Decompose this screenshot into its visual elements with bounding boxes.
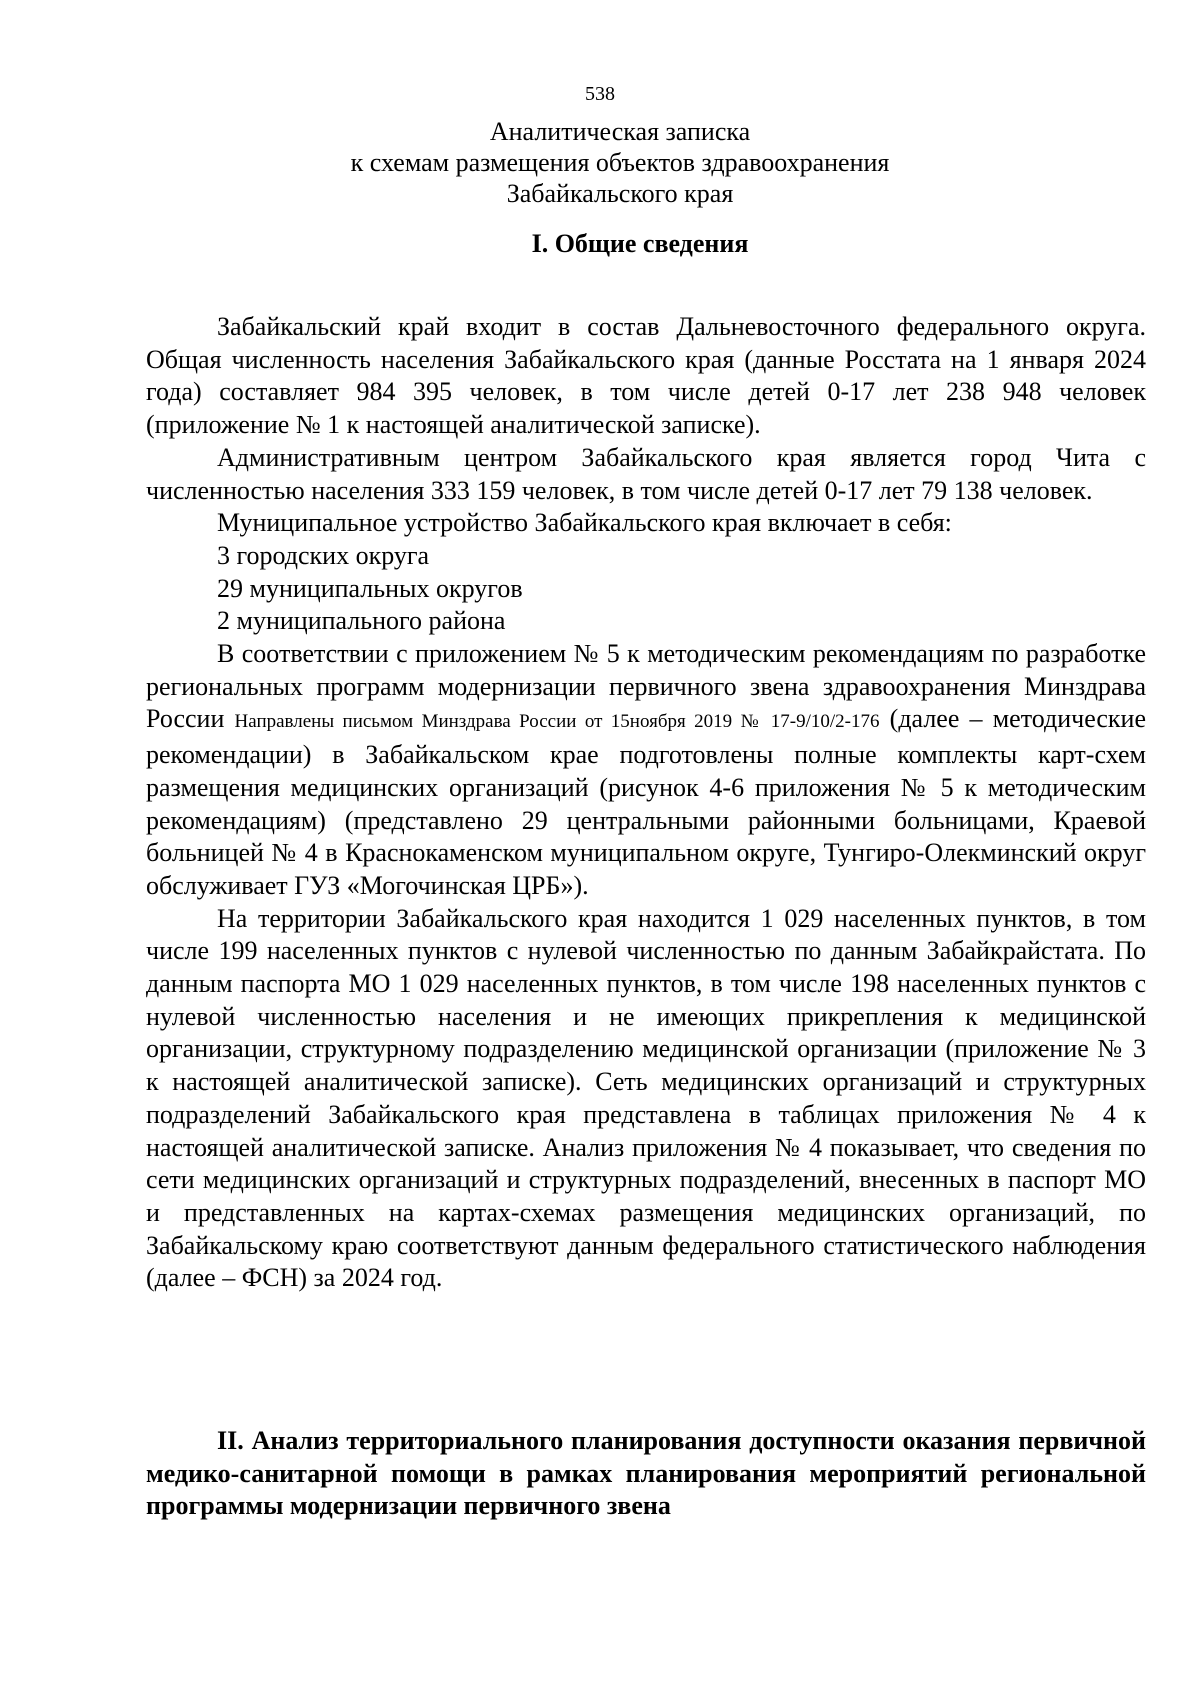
- paragraph-population: Забайкальский край входит в состав Дальневосточного федерального округа. Общая численность населения Забайкальского края (данные Росстата на 1 января 2024 года) составляет 984 395 человек, в том числе детей 0-17 лет 238 948 человек (приложение № 1 к настоящей аналитической записке).: [146, 312, 1146, 440]
- document-title: [0, 116, 1200, 209]
- paragraph-methodical-part-b: (далее – методические рекомендации) в Забайкальском крае подготовлены полные комплекты карт-схем размещения медицинских организаций (рисунок 4-6 приложения № 5 к методическим рекомендациям) (представлено 29 центральными районными больницами, Краевой больницей № 4 в Краснокаменском муниципальном округе, Тунгиро-Олекминский округ обслуживает ГУЗ «Могочинская ЦРБ»).: [146, 704, 1147, 900]
- section-1-heading: I. Общие сведения: [531, 229, 749, 258]
- paragraph-methodical-recommendations: [146, 638, 1146, 903]
- ministry-letter-reference: Направлены письмом Минздрава России от 15ноября 2019 № 17-9/10/2-176: [234, 711, 880, 733]
- title-line-2: к схемам размещения объектов здравоохранения: [350, 148, 890, 177]
- section-1-body: [146, 311, 1146, 1295]
- paragraph-methodical-part-a: В соответствии с приложением № 5 к методическим рекомендациям по разработке региональных программ модернизации первичного звена здравоохранения Минздрава России: [146, 639, 1146, 734]
- list-item-urban-districts: 3 городских округа: [217, 540, 430, 570]
- paragraph-settlements: На территории Забайкальского края находится 1 029 населенных пунктов, в том числе 199 населенных пунктов с нулевой численностью по данным Забайкрайстата. По данным паспорта МО 1 029 населенных пунктов, в том числе 198 населенных пунктов с нулевой численностью населения и не имеющих прикрепления к медицинской организации, структурному подразделению медицинской организации (приложение № 3 к настоящей аналитической записке). Сеть медицинских организаций и структурных подразделений Забайкальского края представлена в таблицах приложения № 4 к настоящей аналитической записке. Анализ приложения № 4 показывает, что сведения по сети медицинских организаций и структурных подразделений, внесенных в паспорт МО и представленных на картах-схемах размещения медицинских организаций, по Забайкальскому краю соответствуют данным федерального статистического наблюдения (далее – ФСН) за 2024 год.: [146, 903, 1146, 1293]
- title-line-3: Забайкальского края: [506, 179, 734, 208]
- list-item-municipal-districts: 29 муниципальных округов: [217, 573, 523, 603]
- title-line-1: Аналитическая записка: [489, 117, 751, 146]
- section-2-heading: II. Анализ территориального планирования доступности оказания первичной медико-санитарной помощи в рамках планирования мероприятий региональной программы модернизации первичного звена: [146, 1426, 1146, 1521]
- paragraph-admin-center: Административным центром Забайкальского края является город Чита с численностью населения 333 159 человек, в том числе детей 0-17 лет 79 138 человек.: [146, 442, 1146, 505]
- page-number: 538: [585, 83, 615, 105]
- list-item-municipal-regions: 2 муниципального района: [217, 606, 506, 636]
- paragraph-municipal-structure: Муниципальное устройство Забайкальского края включает в себя:: [217, 508, 952, 538]
